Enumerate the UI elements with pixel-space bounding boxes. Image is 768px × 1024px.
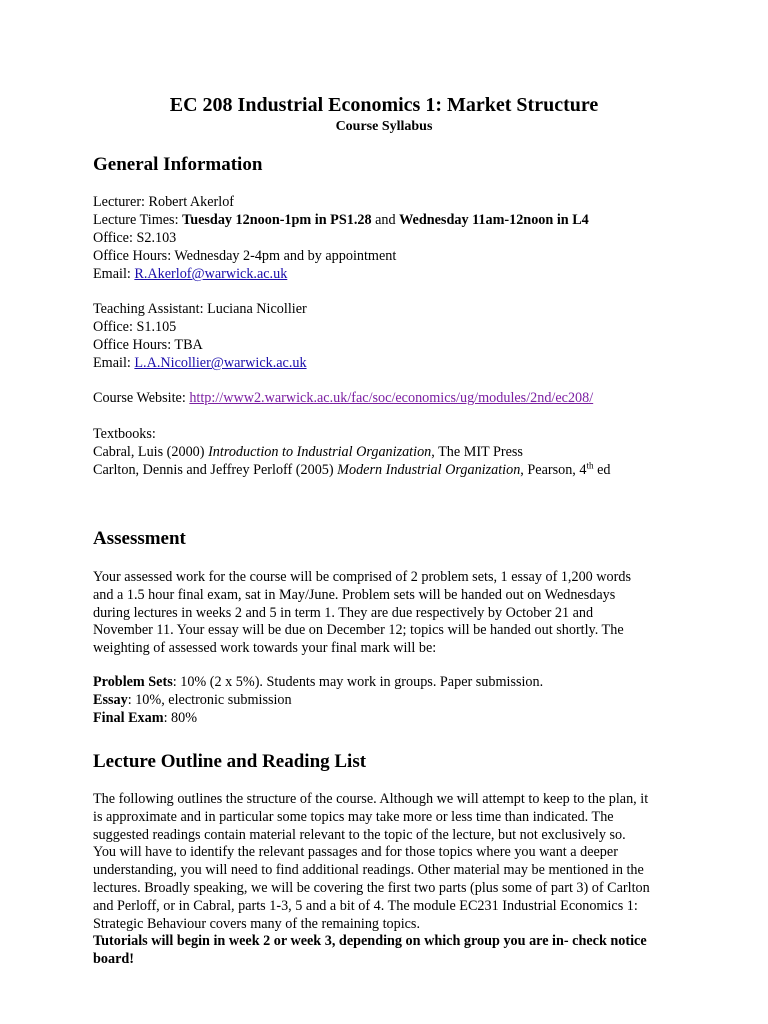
textbook-1-title: Introduction to Industrial Organization [208,444,432,460]
outline-line: is approximate and in particular some topics may take more or less time than indicated. The [93,808,614,825]
outline-line: Strategic Behaviour covers many of the remaining topics. [93,915,421,932]
textbook-2-publisher: , Pearson, 4 [520,462,587,478]
textbooks-label: Textbooks: [93,426,156,442]
outline-line: understanding, you will need to find additional readings. Other material may be mentioned in the [93,862,644,879]
assessment-line: weighting of assessed work towards your final mark will be: [93,640,437,657]
outline-line: suggested readings contain material relevant to the topic of the lecture, but not exclusively so. [93,826,626,843]
office-line: Office: S2.103 [93,230,177,246]
document-subtitle: Course Syllabus [335,119,433,134]
section-heading-general: General Information [93,154,263,175]
final-exam-text: : 80% [163,710,198,726]
lecturer-email-link[interactable]: R.Akerlof@warwick.ac.uk [134,266,288,282]
assessment-line: during lectures in weeks 2 and 5 in term 1. They are due respectively by October 21 and [93,604,594,621]
assessment-line: and a 1.5 hour final exam, sat in May/June. Problem sets will be handed out on Wednesdays [93,586,616,603]
problem-sets-line [93,674,543,692]
assessment-line: Your assessed work for the course will be comprised of 2 problem sets, 1 essay of 1,200 words [93,569,631,585]
ta-email-line [93,355,307,373]
lecture-times-slot-2: Wednesday 11am-12noon in L4 [399,212,589,228]
textbook-2 [93,462,610,480]
problem-sets-label: Problem Sets [93,674,173,690]
textbook-2-title: Modern Industrial Organization [337,462,521,478]
final-exam-line [93,710,197,728]
textbook-1-author: Cabral, Luis (2000) [93,444,209,460]
essay-label: Essay [93,692,128,708]
website-line [93,390,593,408]
outline-line: lectures. Broadly speaking, we will be covering the first two parts (plus some of part 3) of Carlton [93,879,650,896]
ta-email-link[interactable]: L.A.Nicollier@warwick.ac.uk [134,355,307,371]
textbook-1-publisher: , The MIT Press [431,444,523,460]
outline-line: and Perloff, or in Cabral, parts 1-3, 5 and a bit of 4. The module EC231 Industrial Economics 1: [93,897,638,914]
section-heading-assessment: Assessment [93,528,186,549]
assessment-paragraph [93,569,693,658]
essay-line [93,692,292,710]
office-hours-line: Office Hours: Wednesday 2-4pm and by appointment [93,248,397,264]
outline-paragraph [93,791,693,969]
lecturer-line: Lecturer: Robert Akerlof [93,194,235,210]
section-heading-outline: Lecture Outline and Reading List [93,751,367,772]
outline-line: You will have to identify the relevant passages and for those topics where you want a deeper [93,844,618,861]
lecture-times-line [93,212,589,230]
tutorials-notice-line: board! [93,951,134,968]
ta-email-label: Email: [93,355,135,371]
email-line [93,266,287,284]
email-label: Email: [93,266,135,282]
ta-office-line: Office: S1.105 [93,319,177,335]
assessment-line: November 11. Your essay will be due on December 12; topics will be handed out shortly. The [93,622,624,639]
lecture-times-prefix: Lecture Times: [93,212,183,228]
document-title: EC 208 Industrial Economics 1: Market Structure [169,94,599,116]
lecture-times-and: and [371,212,400,228]
ta-office-hours-line: Office Hours: TBA [93,337,203,353]
tutorials-notice-line: Tutorials will begin in week 2 or week 3, depending on which group you are in- check notice [93,933,647,950]
course-website-link[interactable]: http://www2.warwick.ac.uk/fac/soc/economics/ug/modules/2nd/ec208/ [189,390,594,406]
textbook-2-edition-sup: th [586,460,594,471]
outline-line: The following outlines the structure of the course. Although we will attempt to keep to the plan, it [93,791,649,807]
textbook-1 [93,444,523,462]
textbook-2-author: Carlton, Dennis and Jeffrey Perloff (2005) [93,462,338,478]
website-label: Course Website: [93,390,190,406]
lecture-times-slot-1: Tuesday 12noon-1pm in PS1.28 [182,212,372,228]
problem-sets-text: : 10% (2 x 5%). Students may work in groups. Paper submission. [172,674,544,690]
ta-line: Teaching Assistant: Luciana Nicollier [93,301,307,317]
textbook-2-edition-end: ed [593,462,611,478]
final-exam-label: Final Exam [93,710,164,726]
essay-text: : 10%, electronic submission [127,692,292,708]
